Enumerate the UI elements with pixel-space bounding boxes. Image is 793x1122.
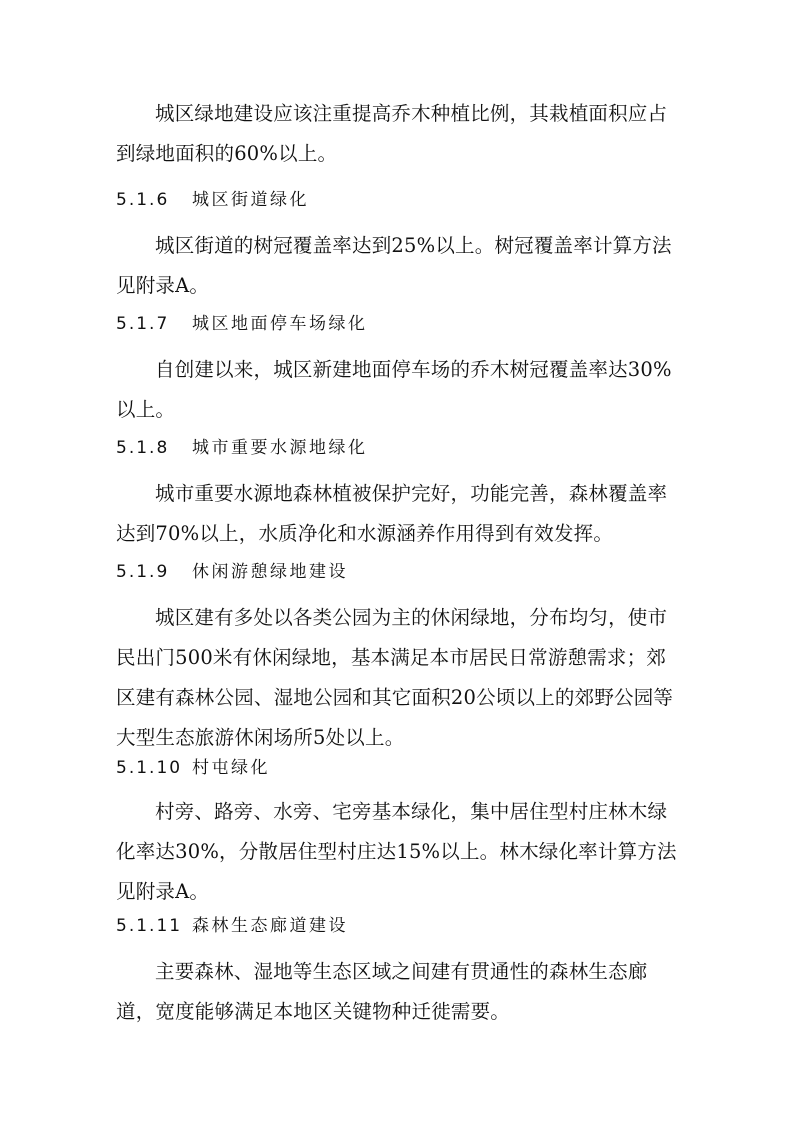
paragraph-line: 见附录A。 (116, 880, 210, 903)
section-heading-5-1-11 (116, 914, 348, 938)
section-number: 5.1.8 (116, 438, 170, 458)
paragraph-line: 以上。 (116, 398, 176, 421)
paragraph-line: 道，宽度能够满足本地区关键物种迁徙需要。 (116, 1000, 511, 1023)
paragraph-line: 主要森林、湿地等生态区域之间建有贯通性的森林生态廊 (155, 960, 648, 983)
section-heading-5-1-10 (116, 756, 270, 780)
paragraph-line: 见附录A。 (116, 274, 210, 297)
paragraph-leisure-greenland (116, 598, 676, 758)
section-title: 休闲游憩绿地建设 (192, 562, 348, 582)
section-title: 森林生态廊道建设 (192, 916, 348, 936)
section-heading-5-1-6 (116, 188, 309, 212)
section-title: 城市重要水源地绿化 (192, 438, 368, 458)
section-number: 5.1.11 (116, 916, 183, 936)
paragraph-parking-greening (116, 350, 676, 430)
paragraph-ecological-corridor (116, 952, 676, 1032)
section-title: 村屯绿化 (192, 758, 270, 778)
paragraph-street-greening (116, 226, 676, 306)
section-number: 5.1.10 (116, 758, 183, 778)
section-heading-5-1-9 (116, 560, 348, 584)
paragraph-village-greening (116, 792, 676, 912)
paragraph-greenland-tree-ratio (116, 94, 676, 174)
section-number: 5.1.9 (116, 562, 170, 582)
paragraph-water-source-greening (116, 474, 676, 554)
paragraph-line: 民出门500米有休闲绿地，基本满足本市居民日常游憩需求；郊 (116, 646, 667, 669)
paragraph-line: 村旁、路旁、水旁、宅旁基本绿化，集中居住型村庄林木绿 (155, 800, 668, 823)
paragraph-line: 区建有森林公园、湿地公园和其它面积20公顷以上的郊野公园等 (116, 686, 674, 709)
paragraph-line: 自创建以来，城区新建地面停车场的乔木树冠覆盖率达30% (155, 358, 672, 381)
section-title: 城区地面停车场绿化 (192, 314, 368, 334)
paragraph-line: 城区绿地建设应该注重提高乔木种植比例，其栽植面积应占 (155, 102, 668, 125)
paragraph-line: 到绿地面积的60%以上。 (116, 142, 338, 165)
section-heading-5-1-8 (116, 436, 368, 460)
paragraph-line: 城市重要水源地森林植被保护完好，功能完善，森林覆盖率 (155, 482, 668, 505)
paragraph-line: 城区建有多处以各类公园为主的休闲绿地，分布均匀，使市 (155, 606, 668, 629)
section-title: 城区街道绿化 (192, 190, 309, 210)
paragraph-line: 大型生态旅游休闲场所5处以上。 (116, 726, 405, 749)
paragraph-line: 化率达30%，分散居住型村庄达15%以上。林木绿化率计算方法 (116, 840, 677, 863)
section-number: 5.1.6 (116, 190, 170, 210)
paragraph-line: 达到70%以上，水质净化和水源涵养作用得到有效发挥。 (116, 522, 614, 545)
section-heading-5-1-7 (116, 312, 368, 336)
paragraph-line: 城区街道的树冠覆盖率达到25%以上。树冠覆盖率计算方法 (155, 234, 672, 257)
section-number: 5.1.7 (116, 314, 170, 334)
